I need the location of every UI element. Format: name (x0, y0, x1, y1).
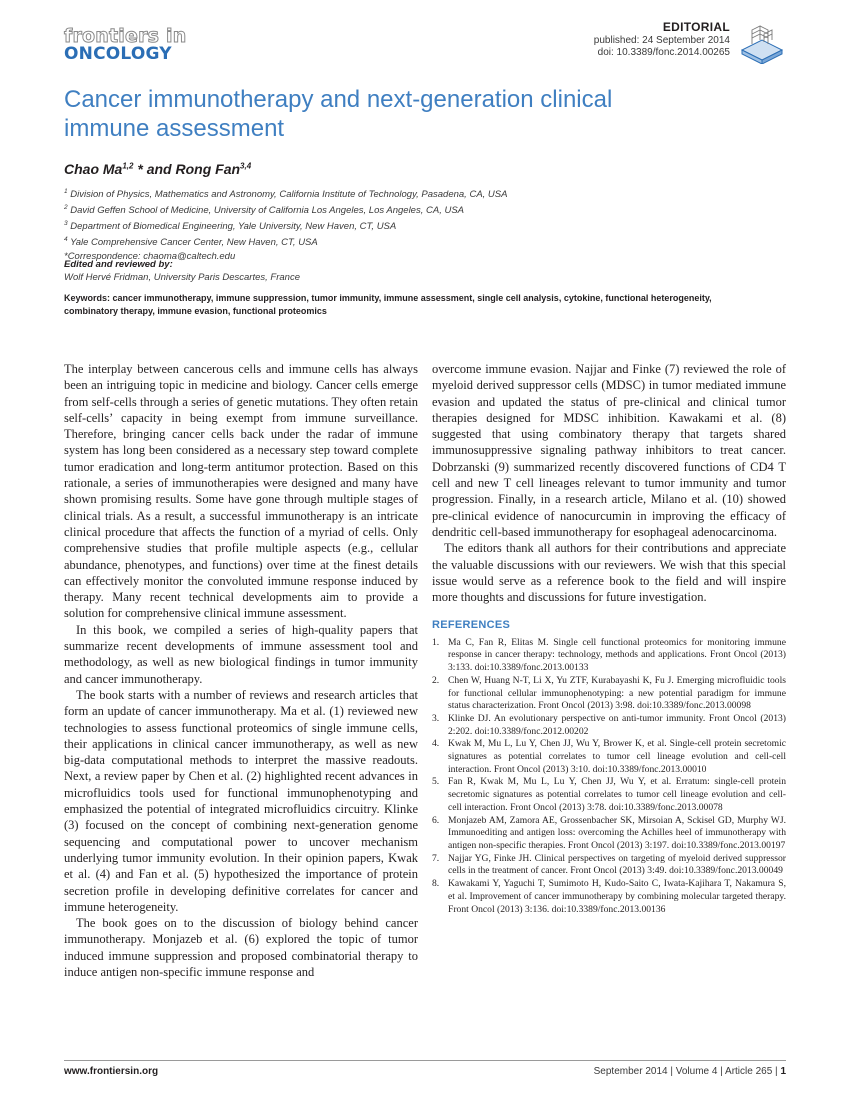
reference-text: Monjazeb AM, Zamora AE, Grossenbacher SK, Mirsoian A, Sckisel GD, Murphy WJ. Immunoediting and antigen loss: overcoming the Achilles heel of immunotherapy with antigen non-specific therapies. Front Oncol (2013) 3:197. doi:10.3389/fonc.2013.00197 (448, 814, 786, 851)
reference-item[interactable] (432, 675, 786, 713)
affiliation (64, 217, 784, 233)
affiliation-number: 2 (64, 204, 68, 212)
body-paragraph: overcome immune evasion. Najjar and Finke (7) reviewed the role of myeloid derived suppressor cells (MDSC) in tumor mediated immune evasion and updated the status of pre-clinical and clinical tumor therapies designed for MDSC inhibition. Kawakami et al. (8) suggested that using combinatory therapy that targets shared immunosuppressive signaling pathway inhibitors to treat cancer. Dobrzanski (9) summarized recently discovered functions of CD4 T cell and new T cell lineages relevant to tumor immunity and tumor progression. Finally, in a research article, Milano et al. (10) showed pre-clinical evidence of nanocurcumin in improving the efficacy of dendritic cell-based immunotherapy for esophageal adenocarcinoma. (432, 362, 786, 539)
reference-item[interactable] (432, 637, 786, 675)
reference-text: Kwak M, Mu L, Lu Y, Chen JJ, Wu Y, Brower K, et al. Single-cell protein secretomic signatures as potential correlates to tumor cell lineage evolution and cell-cell interaction. Front Oncol (2013) 3:10. doi:10.3389/fonc.2013.00010 (448, 738, 786, 775)
affiliation (64, 201, 784, 217)
reference-number: 4. (432, 738, 440, 750)
reference-number: 2. (432, 674, 440, 686)
article-type: EDITORIAL (662, 20, 730, 34)
keywords-line-1: Keywords: cancer immunotherapy, immune suppression, tumor immunity, immune assessment, single cell analysis, cytokine, functional heterogeneity, (64, 293, 712, 303)
edited-label: Edited and reviewed by: (64, 259, 173, 270)
affiliation-number: 1 (64, 188, 68, 195)
affiliation-marker: 1,2 (122, 161, 134, 171)
reference-item[interactable] (432, 738, 786, 776)
footer-issue-info (594, 1066, 786, 1077)
affiliation-marker: 3,4 (240, 161, 252, 171)
reference-number: 3. (432, 712, 440, 724)
correspondence[interactable]: *Correspondence: chaoma@caltech.edu (64, 250, 236, 262)
keywords-line-2: combinatory therapy, immune evasion, functional proteomics (64, 306, 327, 316)
editor-info (64, 258, 300, 284)
body-paragraph: The book starts with a number of reviews and research articles that form an update of cancer immunotherapy. Ma et al. (1) reviewed new technologies to assess functional proteomics of single immune cells, their applications in clinical cancer immunotherapy, as well as new big-data computational methods to interpret the massive readouts. Next, a review paper by Chen et al. (2) highlighted recent advances in microfluidics tools used for functional immunophenotyping and emphasized the potential of integrated microfluidics circuitry. Klinke (3) focused on the concept of combining next-generation genome sequencing and computational power to uncover mechanism underlying tumor immunity evolution. In their opinion papers, Kwak et al. (4) and Fan et al. (5) hypothesized the importance of protein secretion profile in developing definitive correlates for cancer and immune heterogeneity. (64, 687, 418, 914)
title-line-1: Cancer immunotherapy and next-generation clinical (64, 86, 613, 113)
reference-number: 8. (432, 878, 440, 890)
journal-name-line1: frontiers in (64, 25, 187, 47)
reference-text: Ma C, Fan R, Elitas M. Single cell functional proteomics for monitoring immune response in cancer therapy: technology, methods and applications. Front Oncol (2013) 3:133. doi:10.3389/fonc.2013.00133 (448, 636, 786, 674)
author-list (64, 161, 251, 177)
reference-text: Kawakami Y, Yaguchi T, Sumimoto H, Kudo-Saito C, Iwata-Kajihara T, Nakamura S, et al. Improvement of cancer immunotherapy by combining molecular targeted therapy. Front Oncol (2013) 3:136. doi:10.3389/fonc.2013.00136 (448, 878, 786, 915)
journal-emblem-icon (738, 20, 786, 64)
body-paragraph: The book goes on to the discussion of biology behind cancer immunotherapy. Monjazeb et al. (6) explored the topic of tumor induced immune suppression and proposed combinatorial therapy to induce antigen non-specific immune response and (64, 916, 418, 979)
right-column (432, 361, 786, 916)
page-number: 1 (780, 1066, 786, 1077)
reference-item[interactable] (432, 853, 786, 878)
keywords (64, 292, 794, 318)
reference-text: Klinke DJ. An evolutionary perspective on anti-tumor immunity. Front Oncol (2013) 2:202. doi:10.3389/fonc.2012.00202 (448, 712, 786, 737)
references-list (432, 637, 786, 916)
references-heading: REFERENCES (432, 619, 511, 632)
reference-item[interactable] (432, 878, 786, 916)
affiliation-number: 4 (64, 236, 68, 244)
left-column (64, 361, 418, 980)
reference-number: 6. (432, 814, 440, 826)
footer-divider (64, 1060, 786, 1061)
author-name[interactable]: Rong Fan (175, 161, 241, 177)
issue-info: September 2014 | Volume 4 | Article 265 | (593, 1066, 781, 1077)
journal-name-line2: ONCOLOGY (64, 44, 172, 64)
article-title (64, 85, 764, 143)
doi-link[interactable]: doi: 10.3389/fonc.2014.00265 (597, 47, 730, 58)
reference-text: Chen W, Huang N-T, Li X, Yu ZTF, Kurabayashi K, Fu J. Emerging microfluidic tools for functional cellular immunophenotyping: a new potential paradigm for immune status characterization. Front Oncol (2013) 3:98. doi:10.3389/fonc.2013.00098 (448, 674, 786, 712)
affiliation-number: 3 (64, 220, 68, 228)
author-conjunction: and (142, 161, 176, 177)
reference-item[interactable] (432, 776, 786, 814)
affiliation (64, 233, 784, 249)
reference-number: 7. (432, 852, 440, 864)
affiliations (64, 185, 784, 263)
reference-text: Fan R, Kwak M, Mu L, Lu Y, Chen JJ, Wu Y, et al. Erratum: single-cell protein secretomic signatures as potential correlates to tumor cell lineage evolution and cell-cell interaction. Front Oncol (2013) 3:78. doi:10.3389/fonc.2013.00078 (448, 776, 786, 813)
affiliation (64, 185, 784, 201)
footer-website-link[interactable]: www.frontiersin.org (64, 1066, 159, 1077)
title-line-2: immune assessment (64, 115, 285, 142)
affiliation-text: Yale Comprehensive Cancer Center, New Haven, CT, USA (70, 237, 318, 249)
body-paragraph: In this book, we compiled a series of high-quality papers that summarize recent developments of immune assessment tool and methodology, as well as new biological findings in tumor immunity and cancer immunotherapy. (64, 622, 418, 686)
reference-item[interactable] (432, 713, 786, 738)
corresponding-marker: * (133, 161, 143, 177)
affiliation-text: David Geffen School of Medicine, University of California Los Angeles, Los Angeles, CA, USA (70, 205, 465, 217)
article-meta (594, 20, 730, 59)
editor-name: Wolf Hervé Fridman, University Paris Descartes, France (64, 272, 300, 283)
reference-item[interactable] (432, 815, 786, 853)
affiliation-text: Division of Physics, Mathematics and Astronomy, California Institute of Technology, Pasadena, CA, USA (70, 189, 508, 201)
affiliation-text: Department of Biomedical Engineering, Yale University, New Haven, CT, USA (70, 221, 397, 233)
reference-text: Najjar YG, Finke JH. Clinical perspectives on targeting of myeloid derived suppressor cells in the treatment of cancer. Front Oncol (2013) 3:49. doi:10.3389/fonc.2013.00049 (448, 852, 786, 877)
reference-number: 5. (432, 776, 440, 788)
body-paragraph: The interplay between cancerous cells and immune cells has always been an intriguing topic in medicine and biology. Cancer cells emerge from self-cells through a series of genetic mutations. They often retain self-cells’ capacity in being exempt from immune surveillance. Therefore, bringing cancer cells back under the radar of immune system has long been considered as a necessary step toward complete tumor eradication and long-term antitumor protection. Based on this rationale, a series of immunotherapies were designed and many have shown promising results. Some have gone through multiple stages of clinical trials. As a result, a successful immunotherapy is an intricate clinical procedure that affects the function of a myriad of cells. Only comprehensive studies that profile multiple aspects (e.g., cellular abundance, phenotypes, and functions) over time at the finest details can effectively monitor the convoluted immune response induced by therapy. Many recent technical developments aim to provide a solution for comprehensive clinical immune assessment. (64, 362, 418, 621)
reference-number: 1. (432, 636, 440, 648)
author-name[interactable]: Chao Ma (64, 161, 123, 177)
published-date: published: 24 September 2014 (593, 35, 730, 46)
body-paragraph: The editors thank all authors for their contributions and appreciate the valuable discussions with our reviewers. We wish that this special issue would serve as a reference book to the field and will inspire more thoughts and discussions for future investigation. (432, 541, 786, 605)
